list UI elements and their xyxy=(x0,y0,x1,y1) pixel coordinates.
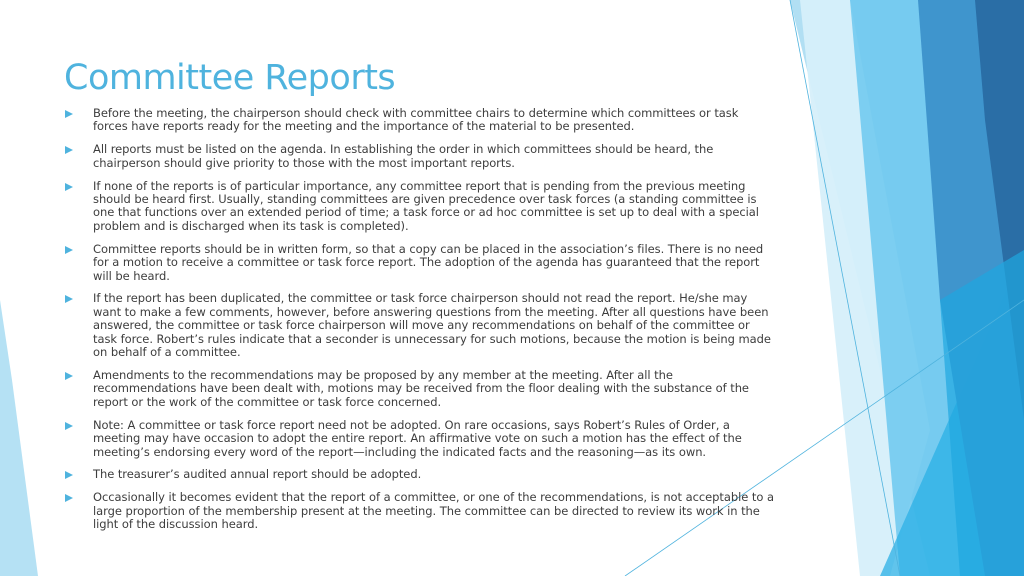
bullet-arrow-icon xyxy=(65,246,73,254)
bullet-arrow-icon xyxy=(65,422,73,430)
bullet-text: Committee reports should be in written form, so that a copy can be placed in the association’s files. There is no need for a motion to receive a committee or task force report. The adoption of the agenda has guaranteed that the report will be heard. xyxy=(93,241,764,283)
bullet-item xyxy=(64,107,776,134)
bullet-text: Before the meeting, the chairperson should check with committee chairs to determine which committees or task forces have reports ready for the meeting and the importance of the material to be presented. xyxy=(93,106,739,134)
bullet-item xyxy=(64,369,776,409)
bullet-arrow-icon xyxy=(65,146,73,154)
bullet-arrow-icon xyxy=(65,372,73,380)
bullet-item xyxy=(64,243,776,283)
bullet-arrow-icon xyxy=(65,494,73,502)
bullet-item xyxy=(64,143,776,170)
bullet-text: The treasurer’s audited annual report should be adopted. xyxy=(93,467,422,482)
left-accent-sliver xyxy=(0,300,38,576)
slide-title: Committee Reports xyxy=(64,58,396,98)
bullet-text: If the report has been duplicated, the committee or task force chairperson should not read the report. He/she may want to make a few comments, however, before answering questions from the meeting. After all questions have been answered, the committee or task force chairperson will move any recommendations on behalf of the committee or task force. Robert’s rules indicate that a seconder is unnecessary for such motions, because the motion is being made on behalf of a committee. xyxy=(93,291,771,360)
bullet-text: All reports must be listed on the agenda. In establishing the order in which committees should be heard, the chairperson should give priority to those with the most important reports. xyxy=(93,142,714,170)
bullet-arrow-icon xyxy=(65,471,73,479)
bullet-text: Note: A committee or task force report need not be adopted. On rare occasions, says Robert’s Rules of Order, a meeting may have occasion to adopt the entire report. An affirmative vote on such a motion has the effect of the meeting’s endorsing every word of the report—including the indicated facts and the reasoning—as its own. xyxy=(93,417,742,459)
bullet-item xyxy=(64,419,776,459)
bullet-item xyxy=(64,491,776,531)
bullet-item xyxy=(64,468,776,481)
bullet-text: Occasionally it becomes evident that the report of a committee, or one of the recommendations, is not acceptable to a large proportion of the membership present at the meeting. The committee can be directed to review its work in the light of the discussion heard. xyxy=(93,490,774,532)
bullet-arrow-icon xyxy=(65,110,73,118)
bullet-arrow-icon xyxy=(65,183,73,191)
bullet-list xyxy=(64,107,776,541)
bullet-item xyxy=(64,292,776,359)
bullet-text: Amendments to the recommendations may be proposed by any member at the meeting. After all the recommendations have been dealt with, motions may be received from the floor dealing with the substance of the report or the work of the committee or task force concerned. xyxy=(93,368,749,409)
bullet-arrow-icon xyxy=(65,295,73,303)
bullet-text: If none of the reports is of particular importance, any committee report that is pending from the previous meeting should be heard first. Usually, standing committees are given precedence over task forces (a standing committee is one that functions over an extended period of time; a task force or ad hoc committee is set up to deal with a special problem and is discharged when its task is completed). xyxy=(93,178,759,233)
bullet-item xyxy=(64,180,776,234)
